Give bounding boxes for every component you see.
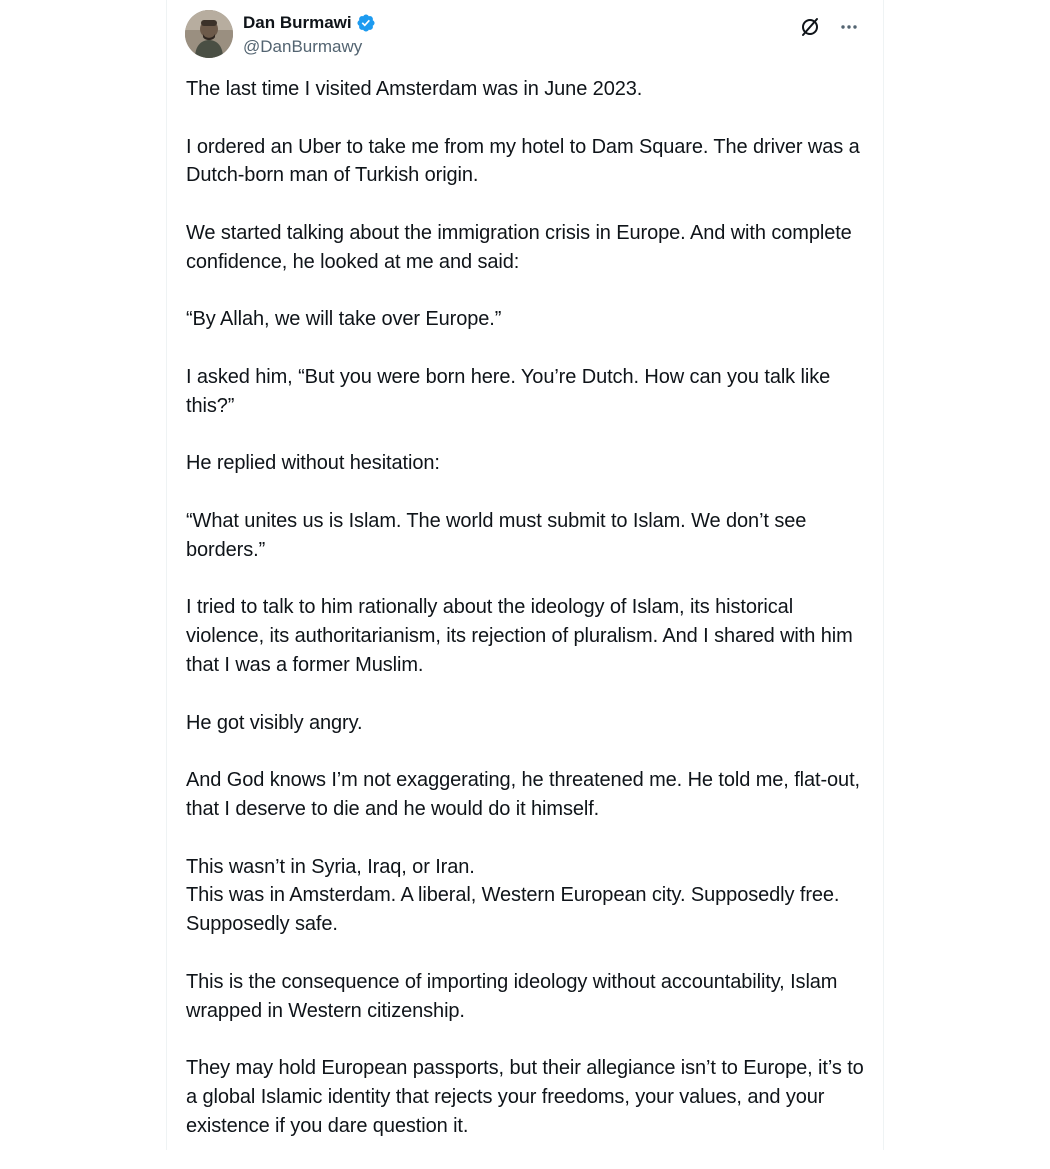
- author-names: [243, 12, 376, 58]
- tweet-paragraph: “What unites us is Islam. The world must submit to Islam. We don’t see borders.”: [186, 509, 807, 561]
- tweet-paragraph: This is the consequence of importing ideology without accountability, Islam wrapped in Western citizenship.: [186, 970, 838, 1022]
- author-handle[interactable]: @DanBurmawy: [243, 37, 363, 56]
- tweet-paragraph: I ordered an Uber to take me from my hotel to Dam Square. The driver was a Dutch-born man of Turkish origin.: [186, 135, 860, 187]
- display-name-row: [243, 12, 376, 34]
- tweet-paragraph: I tried to talk to him rationally about the ideology of Islam, its historical violence, its authoritarianism, its rejection of pluralism. And I shared with him that I was a former Muslim.: [186, 596, 853, 676]
- tweet-paragraph: They may hold European passports, but their allegiance isn’t to Europe, it’s to a global Islamic identity that rejects your freedoms, your values, and your existence if you dare question it.: [186, 1057, 864, 1137]
- tweet-paragraph: He got visibly angry.: [186, 711, 363, 734]
- tweet-paragraph: This wasn’t in Syria, Iraq, or Iran. This was in Amsterdam. A liberal, Western European city. Supposedly free. Supposedly safe.: [186, 855, 840, 936]
- tweet-paragraph: “By Allah, we will take over Europe.”: [186, 308, 502, 331]
- avatar[interactable]: [185, 10, 233, 58]
- display-name[interactable]: Dan Burmawi: [243, 13, 352, 32]
- more-options-icon[interactable]: [837, 16, 861, 38]
- tweet-paragraph: We started talking about the immigration crisis in Europe. And with complete confidence, he looked at me and said:: [186, 221, 852, 273]
- tweet-text: [186, 75, 871, 1169]
- tweet-paragraph: I asked him, “But you were born here. You’re Dutch. How can you talk like this?”: [186, 365, 831, 417]
- tweet-paragraph: The last time I visited Amsterdam was in June 2023.: [186, 78, 643, 100]
- tweet-card: [166, 0, 884, 1150]
- grok-icon[interactable]: [799, 16, 821, 38]
- tweet-header: [185, 10, 865, 60]
- tweet-paragraph: He replied without hesitation:: [186, 452, 440, 475]
- tweet-paragraph: And God knows I’m not exaggerating, he threatened me. He told me, flat-out, that I deserve to die and he would do it himself.: [186, 769, 860, 820]
- verified-badge-icon: [356, 13, 376, 33]
